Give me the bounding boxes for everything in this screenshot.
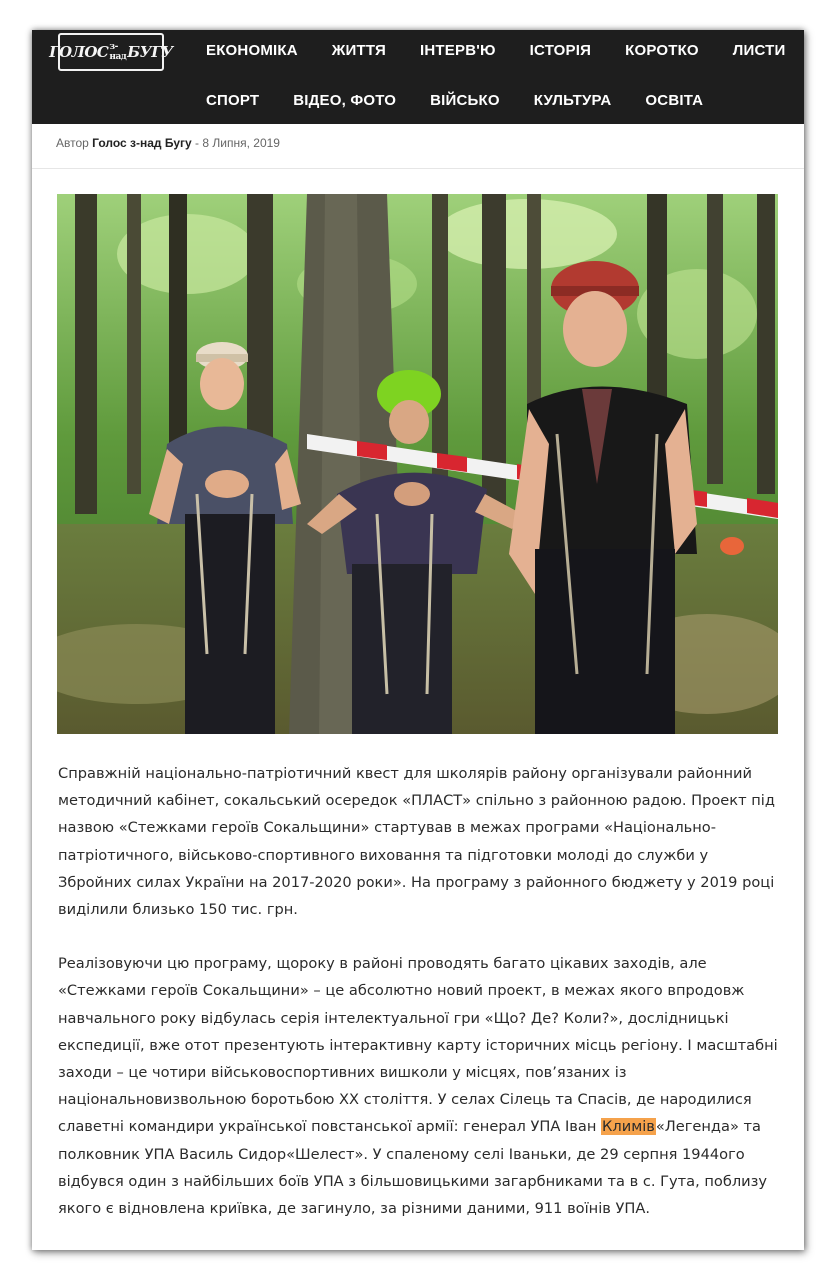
- paragraph-2-text-end: «Легенда» та полковник УПА Василь Сидор«Шелест». У спаленому селі Іваньки, де 29 серпня 1944ого відбувся один з найбільших боїв УПА з більшовицькими загарбниками та в с. Гута, поблизу якого є відновлена криївка, де загинуло, за різними даними, 911 воїнів УПА.: [58, 1118, 768, 1218]
- nav-item-culture[interactable]: КУЛЬТУРА: [533, 92, 612, 109]
- nav-item-history[interactable]: ІСТОРІЯ: [529, 42, 592, 59]
- article-photo: [57, 194, 778, 734]
- nav-item-letters[interactable]: ЛИСТИ: [732, 42, 786, 59]
- article-body: [58, 760, 782, 1249]
- nav-item-education[interactable]: ОСВІТА: [645, 92, 704, 109]
- post-date: 8 Липня, 2019: [202, 136, 280, 150]
- article-paragraph-2: [58, 950, 782, 1222]
- logo-small: з-над: [109, 42, 127, 62]
- author-link[interactable]: Голос з-над Бугу: [92, 136, 192, 150]
- nav-item-briefly[interactable]: КОРОТКО: [625, 42, 699, 59]
- highlighted-word: Климів: [602, 1118, 655, 1136]
- author-prefix: Автор: [56, 136, 89, 150]
- site-header: [32, 30, 804, 124]
- logo-main-left: ГОЛОС: [49, 43, 109, 61]
- article-paragraph-1: Справжній національно-патріотичний квест для школярів району організували районний методичний кабінет, сокальський осередок «ПЛАСТ» спільно з районною радою. Проект під назвою «Стежками героїв Сокальщини» стартував в межах програми «Національно-патріотичного, військово-спортивного виховання та підготовки молоді до служби у Збройних силах України на 2017-2020 роки». На програму з районного бюджету у 2019 році виділили близько 150 тис. грн.: [58, 765, 775, 919]
- header-divider: [32, 168, 804, 169]
- post-meta: [56, 136, 280, 150]
- nav-item-interview[interactable]: ІНТЕРВ'Ю: [420, 42, 496, 59]
- nav-item-sport[interactable]: СПОРТ: [206, 92, 260, 109]
- scouts-forest-photo-icon: [57, 194, 778, 734]
- paragraph-2-text-start: Реалізовуючи цю програму, щороку в районі проводять багато цікавих заходів, але «Стежками героїв Сокальщини» – це абсолютно новий проект, в межах якого впродовж навчального року відбулась серія інтелектуальної гри «Що? Де? Коли?», дослідницькі експедиції, вже отот презентують інтерактивну карту історичних місць регіону. І масштабні заходи – це чотири військовоспортивних вишколи у місцях, пов’язаних із національновизвольною боротьбою XX століття. У селах Сілець та Спасів, де народилися славетні командири української повстанської армії: генерал УПА Іван: [58, 955, 778, 1136]
- site-logo[interactable]: [49, 33, 173, 71]
- main-nav-row-1: [206, 42, 804, 59]
- nav-item-video-photo[interactable]: ВІДЕО, ФОТО: [293, 92, 397, 109]
- meta-separator: -: [195, 136, 200, 150]
- nav-item-army[interactable]: ВІЙСЬКО: [430, 92, 500, 109]
- nav-item-life[interactable]: ЖИТТЯ: [331, 42, 387, 59]
- main-nav-row-2: [206, 92, 737, 109]
- logo-main-right: БУГУ: [127, 43, 173, 61]
- browser-page-frame: [32, 30, 804, 1250]
- nav-item-economy[interactable]: ЕКОНОМІКА: [206, 42, 298, 59]
